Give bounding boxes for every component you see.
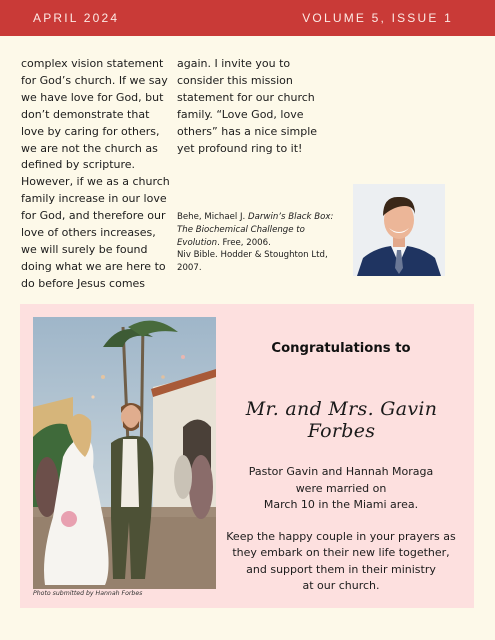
article-line: love of others increases, [21,226,156,240]
volume-issue: VOLUME 5, ISSUE 1 [302,11,453,25]
article-line: we will surely be found [21,242,148,256]
article-line: we have love for God, but [21,90,164,104]
article-line: consider this mission [177,73,293,87]
references [177,211,347,275]
author-portrait [353,184,445,276]
article-line: statement for our church [177,90,315,104]
article-line: others” has a nice simple [177,124,318,138]
article-line: complex vision statement [21,57,164,70]
article-line: However, if we as a church [21,175,170,189]
article-line: defined by scripture. [21,158,136,172]
prayer-request [226,529,456,595]
newsletter-header-bar [0,0,495,36]
couple-names: Mr. and Mrs. Gavin Forbes [245,398,438,442]
marriage-line: March 10 in the Miami area. [263,498,419,512]
prayer-line: they embark on their new life together, [232,546,450,560]
article-column-right [177,56,327,157]
marriage-line: Pastor Gavin and Hannah Moraga [248,465,434,478]
article-line: don’t demonstrate that [21,107,150,121]
reference-1-publisher: . Free, 2006. [217,237,271,248]
reference-1 [177,211,347,249]
prayer-line: and support them in their ministry [246,562,436,576]
reference-2: Niv Bible. Hodder & Stoughton Ltd, 2007. [177,250,328,274]
article-line: family. “Love God, love [177,107,304,121]
prayer-line: Keep the happy couple in your prayers as [226,530,456,543]
marriage-details [230,464,452,514]
article-line: do before Jesus comes [21,276,146,290]
article-line: yet profound ring to it! [177,141,303,155]
marriage-line: were married on [295,481,387,495]
issue-date: APRIL 2024 [33,11,120,25]
congratulations-heading: Congratulations to [271,341,411,356]
article-column-left [21,56,171,293]
article-line: doing what we are here to [21,259,166,273]
article-line: love by caring for others, [21,124,160,138]
article-line: we are not the church as [21,141,158,155]
article-line: for God, and therefore our [21,209,166,223]
article-line: family increase in our love [21,192,167,206]
article-line: again. I invite you to [177,57,291,70]
reference-1-author: Behe, Michael J. [177,212,249,222]
wedding-photo [33,317,216,589]
photo-caption: Photo submitted by Hannah Forbes [33,590,143,597]
prayer-line: at our church. [302,579,380,593]
reference-1-title: Darwin’s Black Box: The Biochemical Challenge to Evolution [177,212,334,248]
article-line: for God’s church. If we say [21,73,168,87]
